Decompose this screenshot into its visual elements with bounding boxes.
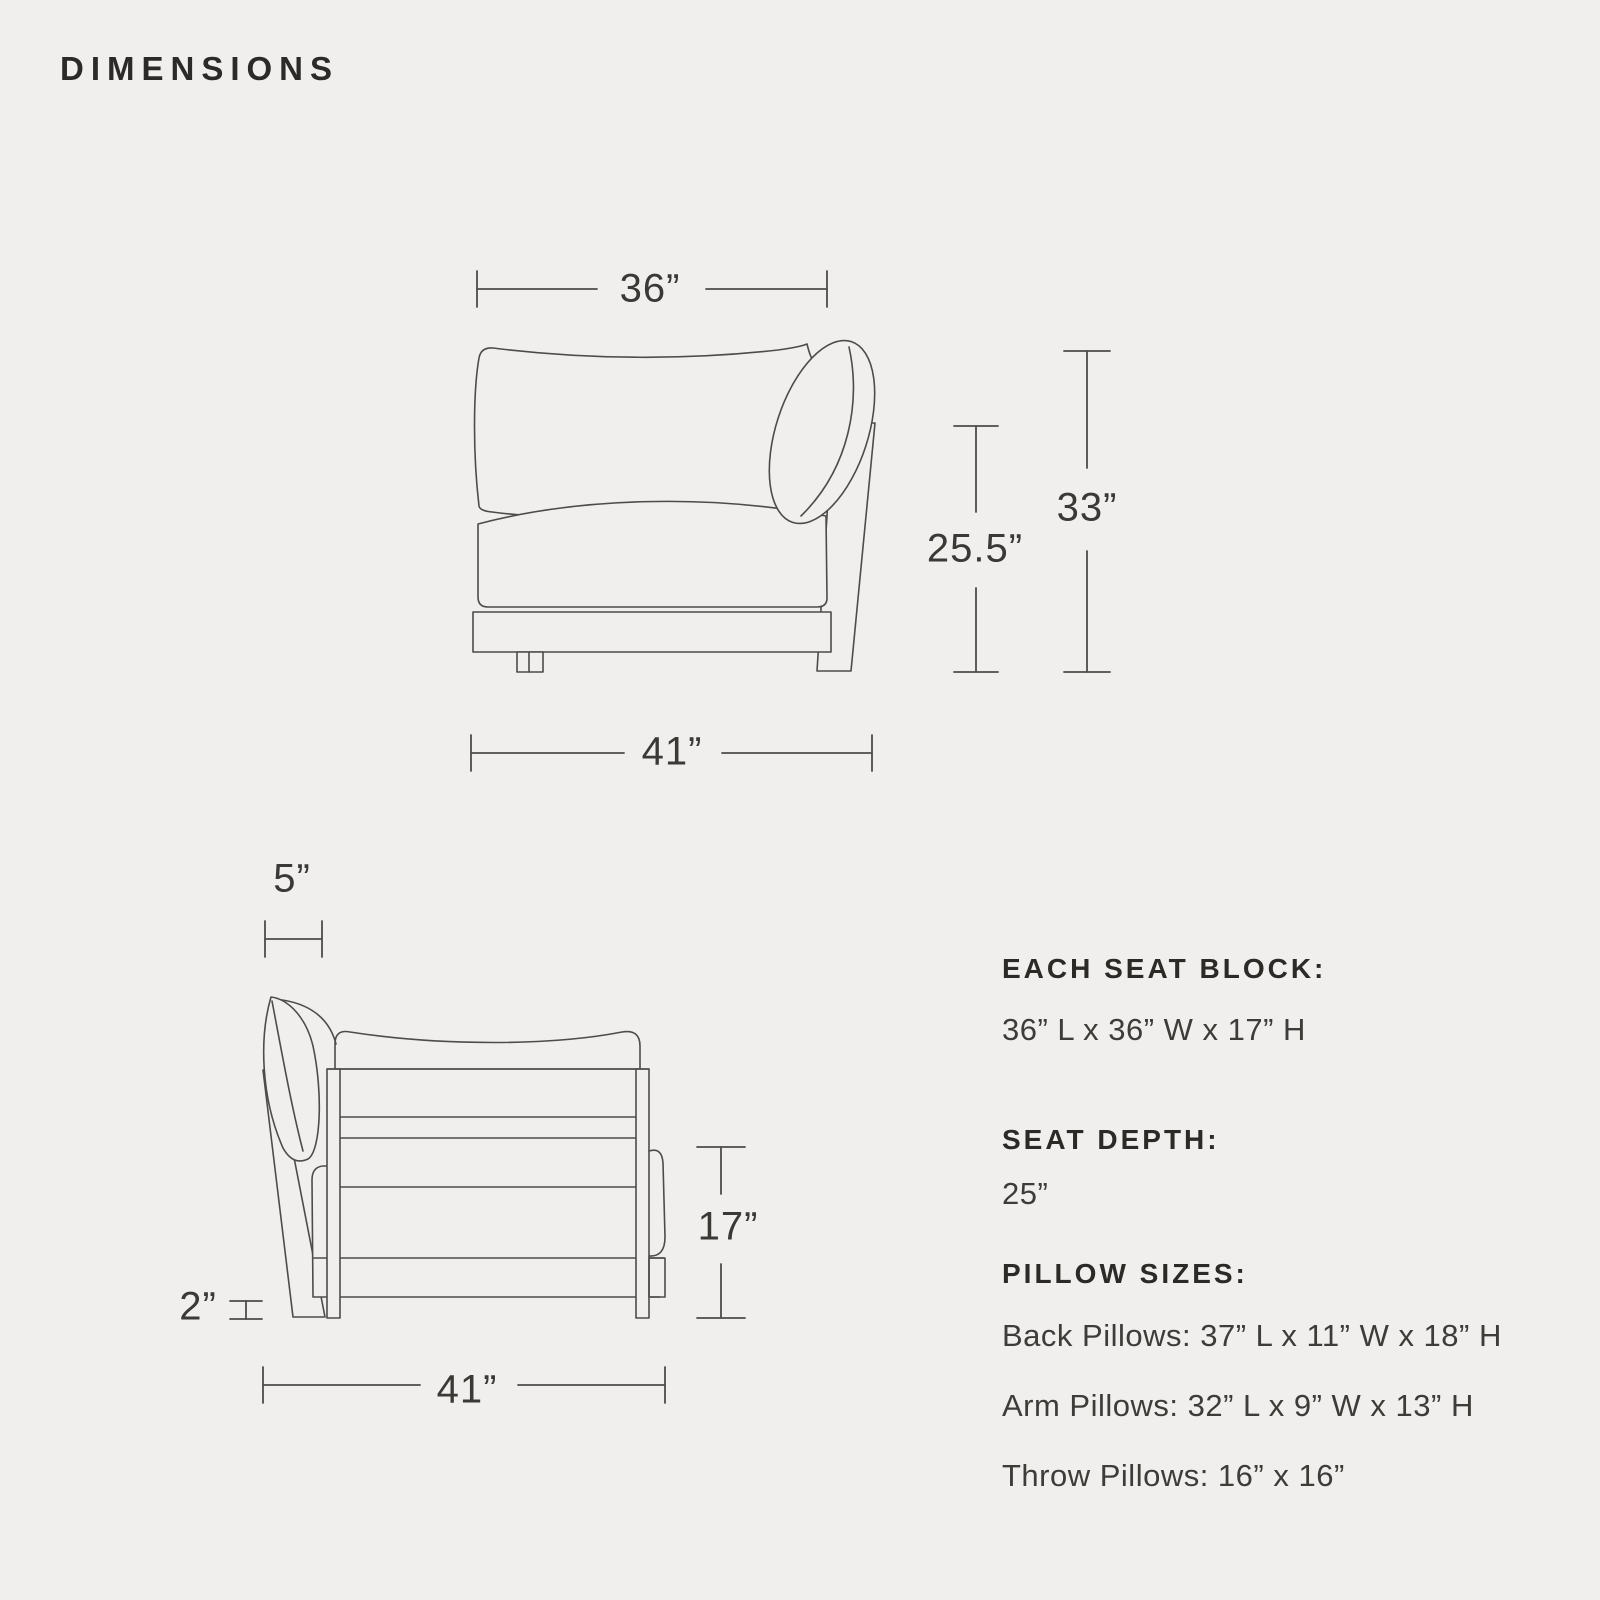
seat-depth-value: 25” [1002,1176,1049,1211]
dim-label-overall-height: 33” [1056,485,1118,530]
side-view-dimension-lines [230,921,745,1403]
dim-label-panel-depth: 5” [273,856,311,901]
side-view-drawing [263,997,665,1318]
pillow-size-throw: Throw Pillows: 16” x 16” [1002,1458,1345,1493]
dim-label-seat-back-height: 25.5” [926,526,1024,571]
dim-label-seat-block-height: 17” [697,1204,759,1249]
dim-label-overall-depth: 41” [436,1367,498,1412]
seat-block-heading: EACH SEAT BLOCK: [1002,953,1327,984]
dim-label-leg-height: 2” [179,1284,217,1329]
dim-label-overall-width: 41” [641,729,703,774]
front-view-drawing [473,327,895,672]
pillow-size-back: Back Pillows: 37” L x 11” W x 18” H [1002,1318,1502,1353]
seat-block-value: 36” L x 36” W x 17” H [1002,1012,1306,1047]
pillow-size-arm: Arm Pillows: 32” L x 9” W x 13” H [1002,1388,1474,1423]
seat-depth-heading: SEAT DEPTH: [1002,1124,1220,1155]
page-title: DIMENSIONS [60,50,340,87]
dim-label-top-width: 36” [619,266,681,311]
pillow-sizes-heading: PILLOW SIZES: [1002,1258,1248,1289]
